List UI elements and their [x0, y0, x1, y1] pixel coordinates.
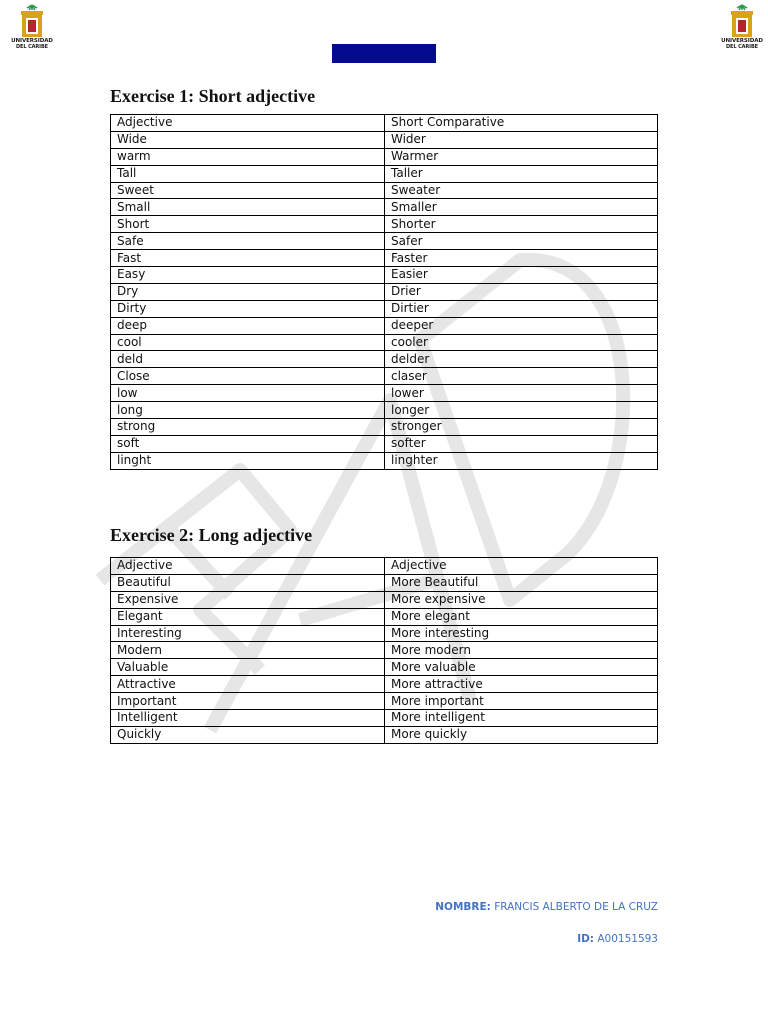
table-cell: More expensive	[385, 591, 658, 608]
table-cell: Small	[111, 199, 385, 216]
table-cell: Wider	[385, 131, 658, 148]
table-cell: Sweater	[385, 182, 658, 199]
table-cell: More interesting	[385, 625, 658, 642]
student-name	[435, 901, 658, 913]
table-cell: deeper	[385, 317, 658, 334]
table-row	[111, 676, 658, 693]
table-cell: Expensive	[111, 591, 385, 608]
table-cell: strong	[111, 419, 385, 436]
table-cell: Short	[111, 216, 385, 233]
university-logo-icon	[729, 4, 755, 38]
table-cell: soft	[111, 435, 385, 452]
table-row	[111, 233, 658, 250]
table-row	[111, 452, 658, 469]
table-cell: Drier	[385, 283, 658, 300]
table-row	[111, 165, 658, 182]
table-cell: stronger	[385, 419, 658, 436]
table-header-row	[111, 115, 658, 132]
table-cell: linghter	[385, 452, 658, 469]
table-row	[111, 659, 658, 676]
header-cell: Adjective	[385, 558, 658, 575]
table-row	[111, 148, 658, 165]
table-cell: Shorter	[385, 216, 658, 233]
table-cell: Smaller	[385, 199, 658, 216]
table-cell: Modern	[111, 642, 385, 659]
header-cell: Adjective	[111, 558, 385, 575]
table-row	[111, 710, 658, 727]
table-cell: Quickly	[111, 726, 385, 743]
table-cell: Wide	[111, 131, 385, 148]
table-cell: Safe	[111, 233, 385, 250]
exercise1-title: Exercise 1: Short adjective	[110, 86, 316, 106]
header-bar	[332, 44, 436, 63]
name-value: FRANCIS ALBERTO DE LA CRUZ	[494, 901, 658, 913]
table-cell: More attractive	[385, 676, 658, 693]
table-row	[111, 693, 658, 710]
table-row	[111, 419, 658, 436]
table-cell: Warmer	[385, 148, 658, 165]
header-cell: Short Comparative	[385, 115, 658, 132]
table-cell: Beautiful	[111, 574, 385, 591]
table-cell: Attractive	[111, 676, 385, 693]
header-cell: Adjective	[111, 115, 385, 132]
table-cell: Dirtier	[385, 300, 658, 317]
table-cell: claser	[385, 368, 658, 385]
table-row	[111, 199, 658, 216]
table-cell: longer	[385, 402, 658, 419]
table-row	[111, 317, 658, 334]
table-row	[111, 642, 658, 659]
table-cell: Valuable	[111, 659, 385, 676]
table-cell: cooler	[385, 334, 658, 351]
logo-text-line2: DEL CARIBE	[16, 44, 48, 50]
table-row	[111, 250, 658, 267]
table-cell: More Beautiful	[385, 574, 658, 591]
table-cell: low	[111, 385, 385, 402]
table-cell: Intelligent	[111, 710, 385, 727]
table-cell: softer	[385, 435, 658, 452]
table-cell: Sweet	[111, 182, 385, 199]
table-row	[111, 182, 658, 199]
table-row	[111, 216, 658, 233]
table-cell: long	[111, 402, 385, 419]
table-cell: Dry	[111, 283, 385, 300]
table-cell: Important	[111, 693, 385, 710]
table-row	[111, 608, 658, 625]
table-cell: deep	[111, 317, 385, 334]
logo-text-line2: DEL CARIBE	[726, 44, 758, 50]
table-cell: Dirty	[111, 300, 385, 317]
id-label: ID:	[577, 933, 595, 945]
table-row	[111, 368, 658, 385]
table-row	[111, 300, 658, 317]
table-cell: More quickly	[385, 726, 658, 743]
table-cell: cool	[111, 334, 385, 351]
table-header-row	[111, 558, 658, 575]
student-id	[577, 933, 658, 945]
table-row	[111, 574, 658, 591]
table-row	[111, 726, 658, 743]
table-cell: Easy	[111, 267, 385, 284]
table-row	[111, 283, 658, 300]
exercise2-title: Exercise 2: Long adjective	[110, 525, 313, 545]
table-cell: Close	[111, 368, 385, 385]
table-cell: warm	[111, 148, 385, 165]
logo-text-line1: UNIVERSIDAD	[11, 38, 53, 44]
exercise2-table	[110, 557, 658, 744]
table-row	[111, 435, 658, 452]
table-cell: More intelligent	[385, 710, 658, 727]
table-cell: lower	[385, 385, 658, 402]
table-cell: linght	[111, 452, 385, 469]
table-row	[111, 351, 658, 368]
table-cell: More elegant	[385, 608, 658, 625]
table-cell: More modern	[385, 642, 658, 659]
university-logo-right	[718, 4, 766, 60]
table-cell: Easier	[385, 267, 658, 284]
table-cell: Faster	[385, 250, 658, 267]
table-row	[111, 591, 658, 608]
table-cell: Fast	[111, 250, 385, 267]
table-cell: Taller	[385, 165, 658, 182]
table-row	[111, 131, 658, 148]
exercise1-table	[110, 114, 658, 470]
table-row	[111, 385, 658, 402]
table-row	[111, 334, 658, 351]
table-cell: Safer	[385, 233, 658, 250]
table-cell: delder	[385, 351, 658, 368]
id-value: A00151593	[597, 933, 658, 945]
table-row	[111, 402, 658, 419]
table-row	[111, 267, 658, 284]
table-cell: Tall	[111, 165, 385, 182]
name-label: NOMBRE:	[435, 901, 491, 913]
table-row	[111, 625, 658, 642]
logo-text-line1: UNIVERSIDAD	[721, 38, 763, 44]
table-cell: More important	[385, 693, 658, 710]
table-cell: Interesting	[111, 625, 385, 642]
university-logo-icon	[19, 4, 45, 38]
table-cell: deld	[111, 351, 385, 368]
table-cell: Elegant	[111, 608, 385, 625]
table-cell: More valuable	[385, 659, 658, 676]
university-logo-left	[8, 4, 56, 60]
